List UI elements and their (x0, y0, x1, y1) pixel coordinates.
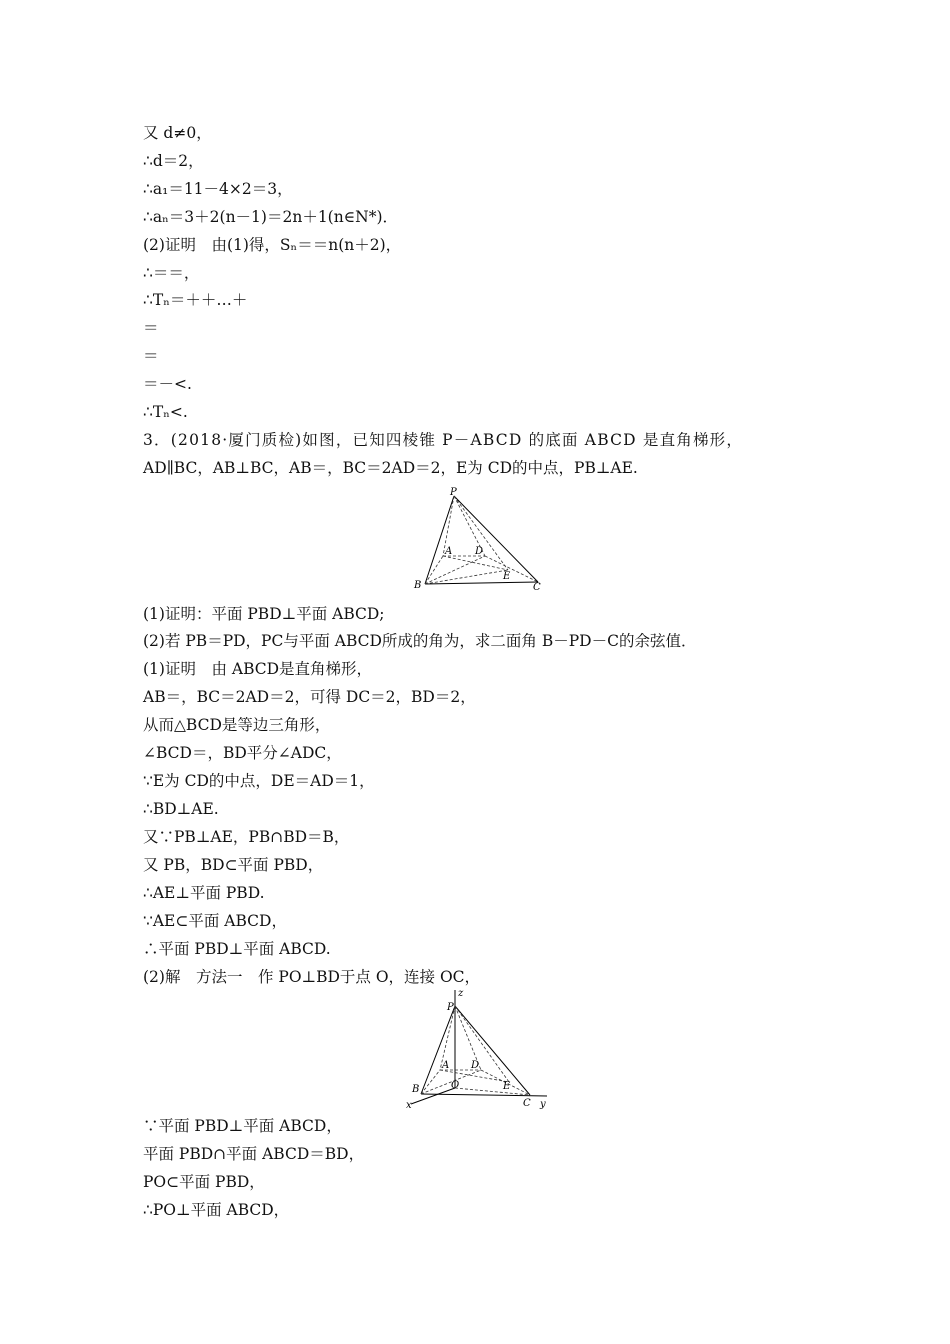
text-line: 又∵PB⊥AE，PB∩BD＝B， (143, 828, 350, 846)
text-line: PO⊂平面 PBD， (143, 1173, 265, 1191)
text-line: ＝ (143, 347, 159, 365)
text-line: ∴Tₙ<. (143, 403, 188, 421)
text-line: ∵AE⊂平面 ABCD， (143, 912, 287, 930)
label-O: O (451, 1080, 460, 1091)
text-line: ∴BD⊥AE. (143, 800, 219, 818)
pyramid-figure (405, 484, 555, 594)
label-P: P (450, 487, 457, 498)
label-E: E (503, 1081, 511, 1092)
text-line: ∵E为 CD的中点，DE＝AD＝1， (143, 772, 375, 790)
text-line: 又 PB，BD⊂平面 PBD， (143, 856, 324, 874)
text-line: 又 d≠0， (143, 124, 212, 142)
text-line: 从而△BCD是等边三角形， (143, 716, 331, 734)
label-B: B (412, 1084, 420, 1095)
label-y: y (540, 1099, 546, 1110)
problem-3-statement: 3．(2018·厦门质检)如图，已知四棱锥 P－ABCD 的底面 ABCD 是直角梯形， (143, 431, 744, 449)
text-line: ＝ (143, 319, 159, 337)
label-A: A (445, 546, 453, 557)
text-line: 平面 PBD∩平面 ABCD＝BD， (143, 1145, 365, 1163)
text-line: ∴Tₙ＝＋＋…＋ (143, 291, 248, 309)
label-A: A (442, 1060, 450, 1071)
label-z: z (458, 988, 464, 999)
text-line: ∴d＝2， (143, 152, 204, 170)
text-line: ∴aₙ＝3＋2(n－1)＝2n＋1(n∈N*)． (143, 208, 399, 226)
text-line: ∴a₁＝11－4×2＝3， (143, 180, 293, 198)
text-line: AB＝，BC＝2AD＝2，可得 DC＝2，BD＝2， (143, 688, 476, 706)
label-B: B (414, 580, 422, 591)
text-line: (1)证明：平面 PBD⊥平面 ABCD; (143, 605, 385, 623)
label-E: E (503, 571, 511, 582)
text-line: ∴＝＝， (143, 264, 200, 282)
text-line: ∴平面 PBD⊥平面 ABCD. (143, 940, 331, 958)
text-line: ∵平面 PBD⊥平面 ABCD， (143, 1117, 342, 1135)
text-line: ∴PO⊥平面 ABCD， (143, 1201, 290, 1219)
label-D: D (475, 546, 484, 557)
pyramid-coordinate-figure (397, 986, 562, 1111)
text-line: (2)证明 由(1)得，Sₙ＝＝n(n＋2)， (143, 236, 402, 254)
text-line: (2)解 方法一 作 PO⊥BD于点 O，连接 OC， (143, 968, 481, 986)
text-line: (2)若 PB＝PD，PC与平面 ABCD所成的角为，求二面角 B－PD－C的余弦值． (143, 632, 697, 650)
label-P: P (447, 1002, 454, 1013)
label-D: D (471, 1060, 480, 1071)
text-line: ＝－<. (143, 375, 192, 393)
label-C: C (523, 1098, 531, 1109)
text-line: ∠BCD＝，BD平分∠ADC， (143, 744, 342, 762)
text-line: ∴AE⊥平面 PBD. (143, 884, 265, 902)
label-C: C (533, 582, 541, 593)
problem-3-statement-cont: AD∥BC，AB⊥BC，AB＝，BC＝2AD＝2，E为 CD的中点，PB⊥AE. (143, 459, 638, 477)
label-x: x (406, 1100, 412, 1111)
text-line: (1)证明 由 ABCD是直角梯形， (143, 660, 373, 678)
